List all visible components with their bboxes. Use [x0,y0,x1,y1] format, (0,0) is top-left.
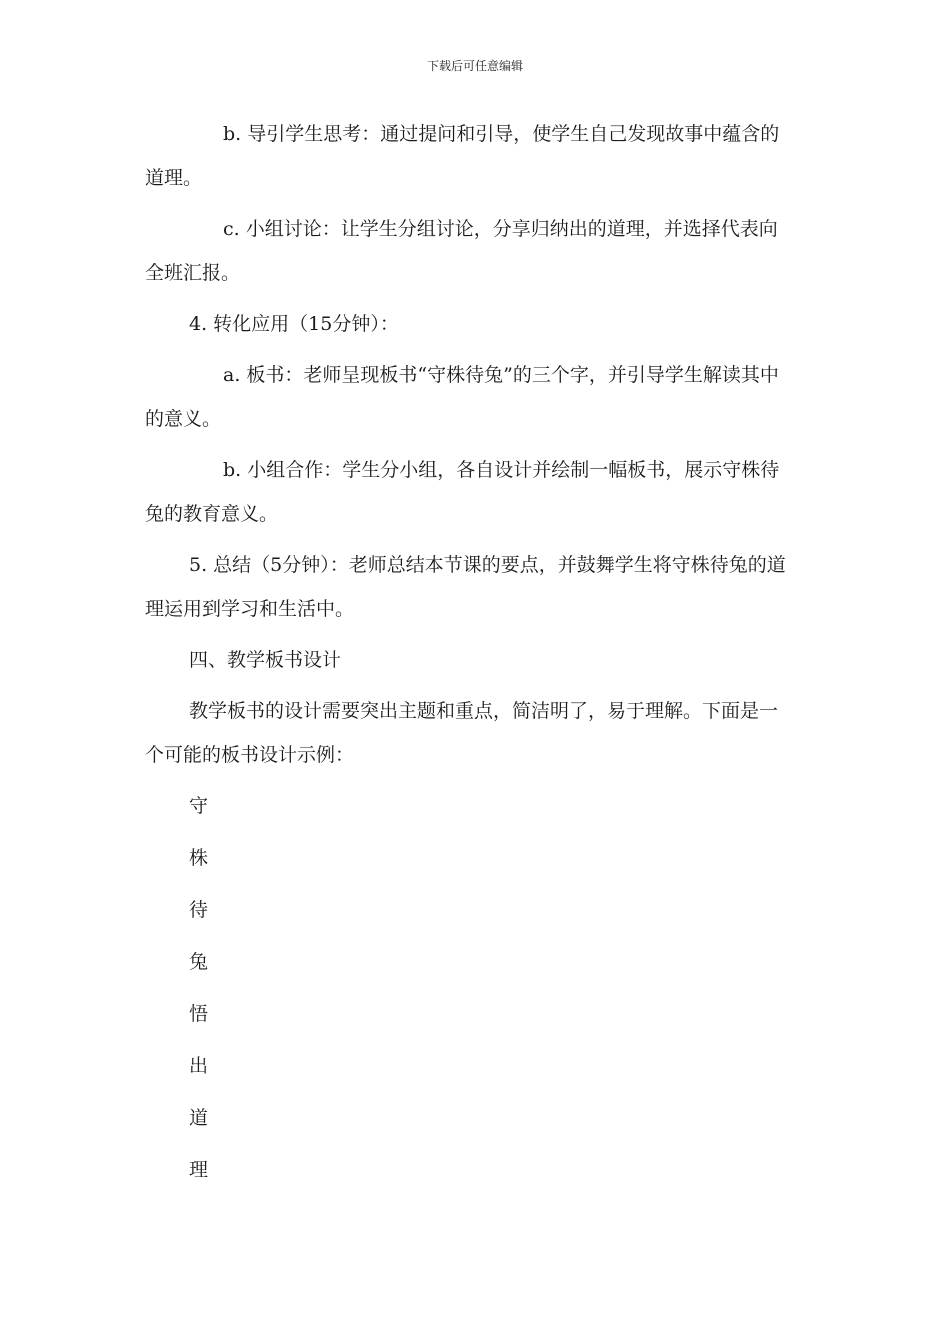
paragraph-group-cooperation: b. 小组合作：学生分小组，各自设计并绘制一幅板书，展示守株待兔的教育意义。 [145,459,780,525]
board-design-example [145,784,795,1200]
document-body [145,112,795,1200]
board-character: 兔 [189,951,209,973]
board-character: 理 [189,1159,209,1181]
board-character: 守 [189,795,209,817]
board-character: 出 [189,1055,209,1077]
paragraph-board-intro: 教学板书的设计需要突出主题和重点，简洁明了，易于理解。下面是一个可能的板书设计示例： [145,700,779,766]
page-header-note: 下载后可任意编辑 [426,59,523,73]
paragraph-guide-thinking: b. 导引学生思考：通过提问和引导，使学生自己发现故事中蕴含的道理。 [145,123,780,189]
paragraph-board-writing: a. 板书：老师呈现板书“守株待兔”的三个字，并引导学生解读其中的意义。 [145,364,779,430]
board-character: 株 [189,847,209,869]
board-character: 悟 [189,1003,209,1025]
board-character: 待 [189,899,209,921]
board-character: 道 [189,1107,209,1129]
section-heading-board-design: 四、教学板书设计 [189,649,342,671]
paragraph-apply-heading: 4. 转化应用（15分钟）： [189,313,399,335]
paragraph-summary: 5. 总结（5分钟）：老师总结本节课的要点，并鼓舞学生将守株待兔的道理运用到学习和生活中。 [145,554,786,620]
paragraph-group-discussion: c. 小组讨论：让学生分组讨论，分享归纳出的道理，并选择代表向全班汇报。 [145,218,778,284]
